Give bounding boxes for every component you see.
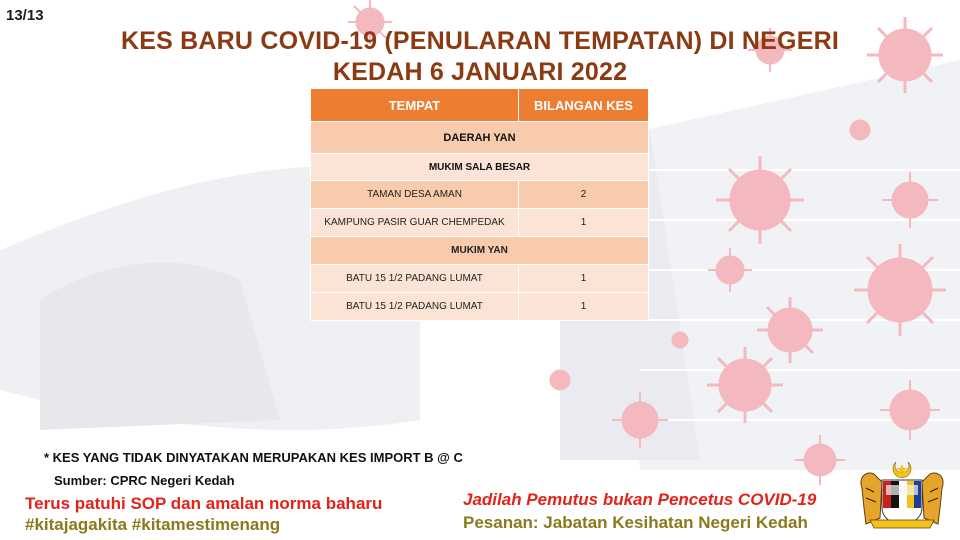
count-cell: 2 bbox=[519, 181, 649, 209]
place-cell: TAMAN DESA AMAN bbox=[311, 181, 519, 209]
cases-table bbox=[310, 88, 649, 321]
district-row bbox=[311, 122, 649, 154]
place-cell: BATU 15 1/2 PADANG LUMAT bbox=[311, 293, 519, 321]
table-row bbox=[311, 293, 649, 321]
message-text: Pesanan: Jabatan Kesihatan Negeri Kedah bbox=[463, 513, 808, 532]
page-number: 13/13 bbox=[6, 7, 44, 24]
mukim-name: MUKIM SALA BESAR bbox=[311, 154, 649, 181]
title-line-2: KEDAH 6 JANUARI 2022 bbox=[332, 58, 628, 86]
mukim-row bbox=[311, 154, 649, 181]
table-row bbox=[311, 265, 649, 293]
count-cell: 1 bbox=[519, 265, 649, 293]
place-cell: BATU 15 1/2 PADANG LUMAT bbox=[311, 265, 519, 293]
table-row bbox=[311, 209, 649, 237]
column-header-place: TEMPAT bbox=[311, 89, 519, 122]
mukim-row bbox=[311, 237, 649, 265]
footnote: * KES YANG TIDAK DINYATAKAN MERUPAKAN KES IMPORT B @ C bbox=[44, 450, 463, 465]
source-text: Sumber: CPRC Negeri Kedah bbox=[54, 473, 235, 488]
slogan-text: Jadilah Pemutus bukan Pencetus COVID-19 bbox=[463, 490, 817, 509]
column-header-count: BILANGAN KES bbox=[519, 89, 649, 122]
title-line-1: KES BARU COVID-19 (PENULARAN TEMPATAN) DI NEGERI bbox=[121, 27, 839, 55]
mukim-name: MUKIM YAN bbox=[311, 237, 649, 265]
page-title bbox=[100, 26, 860, 88]
state-crest-icon bbox=[856, 458, 948, 530]
count-cell: 1 bbox=[519, 293, 649, 321]
count-cell: 1 bbox=[519, 209, 649, 237]
table-row bbox=[311, 181, 649, 209]
district-name: DAERAH YAN bbox=[311, 122, 649, 154]
hashtags-text: #kitajagakita #kitamestimenang bbox=[25, 515, 281, 534]
table-header-row bbox=[311, 89, 649, 122]
motto-text: Terus patuhi SOP dan amalan norma baharu bbox=[25, 494, 383, 513]
place-cell: KAMPUNG PASIR GUAR CHEMPEDAK bbox=[311, 209, 519, 237]
